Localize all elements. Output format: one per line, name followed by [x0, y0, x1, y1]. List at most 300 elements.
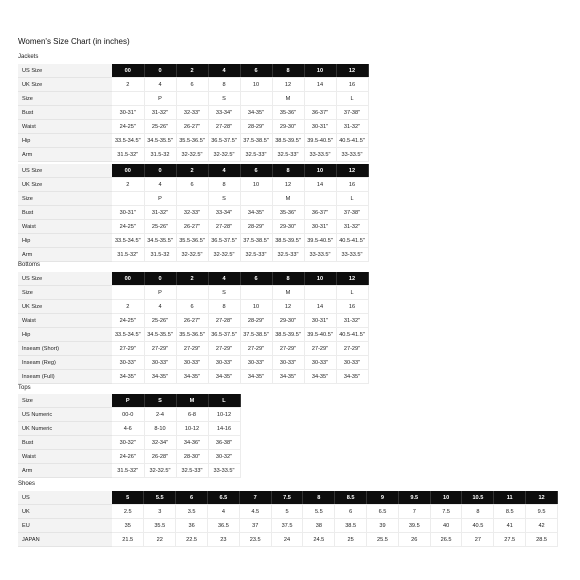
size-cell: 36.5-37.5" [208, 134, 240, 148]
table-header-row [18, 394, 240, 408]
size-cell [112, 192, 144, 206]
size-cell: 32-33" [176, 106, 208, 120]
size-header-cell: 10 [304, 272, 336, 286]
table-row [18, 206, 368, 220]
size-header-cell: 12 [336, 164, 368, 178]
table-row [18, 450, 240, 464]
table-row [18, 106, 368, 120]
row-label: UK Numeric [18, 422, 112, 436]
size-header-cell: 6.5 [207, 491, 239, 505]
table-row [18, 370, 368, 384]
size-header-cell: P [112, 394, 144, 408]
size-cell: S [208, 286, 240, 300]
size-cell: 35.5-36.5" [176, 328, 208, 342]
size-cell: 7.5 [430, 505, 462, 519]
size-cell: 4 [144, 78, 176, 92]
size-cell: 34-35" [272, 370, 304, 384]
size-cell: 10 [240, 300, 272, 314]
table-row [18, 248, 368, 262]
table-header-row [18, 164, 368, 178]
size-cell: 23 [207, 533, 239, 547]
size-header-cell: L [208, 394, 240, 408]
size-cell: P [144, 192, 176, 206]
size-cell: L [336, 286, 368, 300]
row-label: Arm [18, 148, 112, 162]
size-cell: 27-28" [208, 120, 240, 134]
size-cell: 26-27" [176, 120, 208, 134]
size-cell: 26-27" [176, 314, 208, 328]
size-cell: 30-32" [112, 436, 144, 450]
size-header-cell: 2 [176, 164, 208, 178]
jackets-size-table-1 [18, 64, 369, 162]
size-cell: 32-32.5" [208, 248, 240, 262]
size-cell: 32.5-33" [272, 248, 304, 262]
size-header-cell: 8 [272, 272, 304, 286]
size-cell: 31-32" [336, 220, 368, 234]
size-header-cell: 12 [336, 272, 368, 286]
size-cell: 12 [272, 178, 304, 192]
size-header-cell: M [176, 394, 208, 408]
size-cell: 27-29" [176, 342, 208, 356]
size-cell: L [336, 92, 368, 106]
size-cell: 2 [112, 78, 144, 92]
size-cell: 36-37" [304, 206, 336, 220]
row-label: UK Size [18, 78, 112, 92]
size-cell: 30-31" [112, 106, 144, 120]
size-cell: 21.5 [112, 533, 144, 547]
size-cell: 8 [208, 78, 240, 92]
size-cell: 25.5 [367, 533, 399, 547]
size-cell: 32.5-33" [272, 148, 304, 162]
row-label: UK [18, 505, 112, 519]
size-cell: 4-6 [112, 422, 144, 436]
table-row [18, 342, 368, 356]
size-cell: 34-35" [240, 106, 272, 120]
size-cell [112, 92, 144, 106]
table-row [18, 178, 368, 192]
size-cell: 34.5-35.5" [144, 134, 176, 148]
size-cell: 28.5 [526, 533, 558, 547]
size-cell: 27-29" [272, 342, 304, 356]
size-cell: 32-32.5" [208, 148, 240, 162]
size-cell: 8 [208, 178, 240, 192]
size-cell: 37 [239, 519, 271, 533]
size-header-cell: 8 [303, 491, 335, 505]
size-header-cell: 12 [526, 491, 558, 505]
size-cell: 35.5 [144, 519, 176, 533]
size-cell: 33.5-34.5" [112, 234, 144, 248]
size-cell: 6-8 [176, 408, 208, 422]
size-cell: 34-36" [176, 436, 208, 450]
row-label: US Size [18, 164, 112, 178]
jackets-size-table-2 [18, 164, 369, 262]
row-label: Arm [18, 464, 112, 478]
size-cell: 28-29" [240, 314, 272, 328]
size-cell: 30-31" [304, 314, 336, 328]
size-header-cell: 2 [176, 272, 208, 286]
size-cell: 30-33" [336, 356, 368, 370]
size-cell: 12 [272, 78, 304, 92]
size-cell: 26-27" [176, 220, 208, 234]
size-cell: 34-35" [304, 370, 336, 384]
size-cell: 38.5-39.5" [272, 234, 304, 248]
size-cell: 8.5 [494, 505, 526, 519]
size-header-cell: 5.5 [144, 491, 176, 505]
size-cell: 33-34" [208, 106, 240, 120]
size-cell: 30-33" [240, 356, 272, 370]
size-cell: 40.5 [462, 519, 494, 533]
size-cell: 14 [304, 178, 336, 192]
size-cell: 33-33.5" [336, 248, 368, 262]
size-header-cell: 8.5 [335, 491, 367, 505]
size-cell: 39.5-40.5" [304, 234, 336, 248]
row-label: Hip [18, 234, 112, 248]
size-cell: 34-35" [144, 370, 176, 384]
table-row [18, 120, 368, 134]
size-cell: 36.5-37.5" [208, 234, 240, 248]
size-header-cell: 8 [272, 64, 304, 78]
size-cell: 28-29" [240, 220, 272, 234]
size-cell: 35-36" [272, 206, 304, 220]
size-header-cell: 00 [112, 164, 144, 178]
table-row [18, 328, 368, 342]
size-cell: 30-31" [304, 120, 336, 134]
size-cell: 27-29" [144, 342, 176, 356]
size-cell: 25 [335, 533, 367, 547]
size-cell: 40.5-41.5" [336, 234, 368, 248]
row-label: Size [18, 192, 112, 206]
size-cell: 32-32.5" [144, 464, 176, 478]
size-cell [112, 286, 144, 300]
size-cell [176, 286, 208, 300]
row-label: Size [18, 92, 112, 106]
size-cell: 37.5-38.5" [240, 234, 272, 248]
table-row [18, 220, 368, 234]
size-cell: 38.5 [335, 519, 367, 533]
size-cell: 2-4 [144, 408, 176, 422]
size-cell: 34-35" [240, 370, 272, 384]
size-cell: 28-30" [176, 450, 208, 464]
size-header-cell: 0 [144, 64, 176, 78]
size-cell: P [144, 92, 176, 106]
size-cell: S [208, 192, 240, 206]
size-cell: 34-35" [208, 370, 240, 384]
row-label: Waist [18, 120, 112, 134]
size-cell: 27-29" [208, 342, 240, 356]
size-cell: 38.5-39.5" [272, 328, 304, 342]
size-cell: 42 [526, 519, 558, 533]
size-cell: 35.5-36.5" [176, 134, 208, 148]
size-cell: 6 [176, 300, 208, 314]
size-header-cell: 4 [208, 272, 240, 286]
size-cell: 31-32" [144, 206, 176, 220]
size-cell: 26-28" [144, 450, 176, 464]
table-row [18, 519, 558, 533]
size-cell: 29-30" [272, 314, 304, 328]
size-header-cell: 00 [112, 64, 144, 78]
table-header-row [18, 64, 368, 78]
row-label: UK Size [18, 300, 112, 314]
size-cell: 38 [303, 519, 335, 533]
size-cell: 24-25" [112, 120, 144, 134]
size-cell: 34-35" [240, 206, 272, 220]
size-cell: 8-10 [144, 422, 176, 436]
size-cell: 32.5-33" [240, 148, 272, 162]
row-label: Bust [18, 106, 112, 120]
size-cell: 12 [272, 300, 304, 314]
size-cell: 30-31" [304, 220, 336, 234]
row-label: US Numeric [18, 408, 112, 422]
row-label: Arm [18, 248, 112, 262]
row-label: Waist [18, 314, 112, 328]
size-header-cell: 5 [112, 491, 144, 505]
size-cell: 34.5-35.5" [144, 234, 176, 248]
size-header-cell: 7.5 [271, 491, 303, 505]
row-label: Bust [18, 206, 112, 220]
size-cell: 7 [398, 505, 430, 519]
size-cell: 23.5 [239, 533, 271, 547]
table-row [18, 192, 368, 206]
size-cell: 32.5-33" [176, 464, 208, 478]
row-label: US Size [18, 64, 112, 78]
size-cell: 36.5 [207, 519, 239, 533]
size-cell: 2 [112, 178, 144, 192]
size-cell: 30-33" [208, 356, 240, 370]
size-cell: 5 [271, 505, 303, 519]
size-cell: 8 [462, 505, 494, 519]
row-label: Inseam (Reg) [18, 356, 112, 370]
bottoms-size-table [18, 272, 369, 384]
size-header-cell: 12 [336, 64, 368, 78]
row-label: Size [18, 286, 112, 300]
size-cell: S [208, 92, 240, 106]
size-cell: 28-29" [240, 120, 272, 134]
size-cell: 39.5-40.5" [304, 134, 336, 148]
size-cell [304, 192, 336, 206]
size-cell: L [336, 192, 368, 206]
size-cell: 40.5-41.5" [336, 134, 368, 148]
size-cell: 4.5 [239, 505, 271, 519]
size-cell: 35-36" [272, 106, 304, 120]
size-header-cell: 0 [144, 272, 176, 286]
size-cell: 31-32" [336, 120, 368, 134]
row-label: EU [18, 519, 112, 533]
size-cell: 34-35" [336, 370, 368, 384]
size-cell: M [272, 192, 304, 206]
size-cell: 6 [176, 178, 208, 192]
size-cell: 37.5-38.5" [240, 134, 272, 148]
size-cell: 16 [336, 178, 368, 192]
size-cell: 16 [336, 300, 368, 314]
row-label: Hip [18, 328, 112, 342]
size-header-cell: 00 [112, 272, 144, 286]
size-cell: 32.5-33" [240, 248, 272, 262]
size-header-cell: 6 [240, 164, 272, 178]
size-cell: 00-0 [112, 408, 144, 422]
size-cell: 33-33.5" [208, 464, 240, 478]
table-row [18, 356, 368, 370]
size-cell [304, 286, 336, 300]
size-cell: 10 [240, 178, 272, 192]
size-cell: 25-26" [144, 120, 176, 134]
size-cell: 26.5 [430, 533, 462, 547]
size-cell: 14 [304, 78, 336, 92]
section-heading-shoes: Shoes [18, 481, 36, 487]
size-cell: 3.5 [176, 505, 208, 519]
size-cell: 27-29" [336, 342, 368, 356]
row-label: Inseam (Short) [18, 342, 112, 356]
size-cell: 37-38" [336, 206, 368, 220]
size-cell: 37.5-38.5" [240, 328, 272, 342]
size-cell: 32-32.5" [176, 148, 208, 162]
row-label: Size [18, 394, 112, 408]
size-cell: 10-12 [208, 408, 240, 422]
size-cell: 31.5-32 [144, 148, 176, 162]
size-cell: 30-33" [112, 356, 144, 370]
size-cell: 6.5 [367, 505, 399, 519]
size-cell: 10-12 [176, 422, 208, 436]
size-cell: 38.5-39.5" [272, 134, 304, 148]
size-cell: 34-35" [176, 370, 208, 384]
size-cell: 37.5 [271, 519, 303, 533]
size-cell: M [272, 286, 304, 300]
size-cell: 36-38" [208, 436, 240, 450]
size-header-cell: S [144, 394, 176, 408]
size-cell: 33.5-34.5" [112, 134, 144, 148]
size-cell: 9.5 [526, 505, 558, 519]
row-label: Bust [18, 436, 112, 450]
size-cell [240, 92, 272, 106]
size-cell: 6 [335, 505, 367, 519]
table-row [18, 92, 368, 106]
size-cell: 35.5-36.5" [176, 234, 208, 248]
table-row [18, 78, 368, 92]
size-cell: 33-33.5" [304, 248, 336, 262]
size-cell: 36-37" [304, 106, 336, 120]
table-row [18, 408, 240, 422]
size-cell: 25-26" [144, 314, 176, 328]
size-cell: 27 [462, 533, 494, 547]
size-cell [240, 286, 272, 300]
table-row [18, 148, 368, 162]
size-cell: 40 [430, 519, 462, 533]
size-header-cell: 7 [239, 491, 271, 505]
size-cell: 30-33" [176, 356, 208, 370]
size-header-cell: 4 [208, 64, 240, 78]
size-cell: 41 [494, 519, 526, 533]
table-row [18, 533, 558, 547]
section-heading-tops: Tops [18, 385, 31, 391]
table-row [18, 436, 240, 450]
table-row [18, 505, 558, 519]
size-cell: 33-34" [208, 206, 240, 220]
size-cell: 24 [271, 533, 303, 547]
size-cell: 8 [208, 300, 240, 314]
size-cell: 31.5-32" [112, 148, 144, 162]
size-cell: 30-32" [208, 450, 240, 464]
shoes-size-table [18, 491, 558, 547]
size-cell: 2 [112, 300, 144, 314]
size-cell: 32-33" [176, 206, 208, 220]
section-heading-bottoms: Bottoms [18, 262, 41, 268]
size-cell: 37-38" [336, 106, 368, 120]
size-cell: 31.5-32" [112, 248, 144, 262]
row-label: Waist [18, 220, 112, 234]
size-cell: 24-26" [112, 450, 144, 464]
page-title: Women's Size Chart (in inches) [18, 37, 130, 46]
size-header-cell: 10 [430, 491, 462, 505]
size-header-cell: 0 [144, 164, 176, 178]
size-cell [304, 92, 336, 106]
row-label: Inseam (Full) [18, 370, 112, 384]
size-header-cell: 6 [176, 491, 208, 505]
size-cell: 29-30" [272, 120, 304, 134]
size-cell: 3 [144, 505, 176, 519]
size-header-cell: 8 [272, 164, 304, 178]
size-cell: 33-33.5" [304, 148, 336, 162]
size-cell: 30-33" [272, 356, 304, 370]
size-cell: 32-32.5" [176, 248, 208, 262]
size-cell: 31.5-32" [112, 464, 144, 478]
size-cell: 25-26" [144, 220, 176, 234]
size-header-cell: 4 [208, 164, 240, 178]
size-cell: 2.5 [112, 505, 144, 519]
table-row [18, 286, 368, 300]
size-header-cell: 11 [494, 491, 526, 505]
size-cell: 24.5 [303, 533, 335, 547]
size-cell: 4 [207, 505, 239, 519]
table-row [18, 464, 240, 478]
size-cell: 26 [398, 533, 430, 547]
size-cell: 39 [367, 519, 399, 533]
size-cell [240, 192, 272, 206]
size-cell: 30-31" [112, 206, 144, 220]
size-header-cell: 10.5 [462, 491, 494, 505]
row-label: JAPAN [18, 533, 112, 547]
row-label: UK Size [18, 178, 112, 192]
table-header-row [18, 272, 368, 286]
size-header-cell: 2 [176, 64, 208, 78]
size-cell: 30-33" [304, 356, 336, 370]
size-header-cell: 6 [240, 64, 272, 78]
size-cell: 32-34" [144, 436, 176, 450]
size-cell: 34-35" [112, 370, 144, 384]
size-cell: 24-25" [112, 220, 144, 234]
size-cell [176, 92, 208, 106]
size-cell: 39.5-40.5" [304, 328, 336, 342]
row-label: Hip [18, 134, 112, 148]
size-cell: 6 [176, 78, 208, 92]
size-header-cell: 10 [304, 164, 336, 178]
section-heading-jackets: Jackets [18, 54, 39, 60]
size-cell: 31-32" [336, 314, 368, 328]
size-header-cell: 10 [304, 64, 336, 78]
size-cell: 16 [336, 78, 368, 92]
size-header-cell: 9 [367, 491, 399, 505]
size-cell: 22 [144, 533, 176, 547]
size-cell: 27-28" [208, 220, 240, 234]
size-cell: 33-33.5" [336, 148, 368, 162]
size-cell: P [144, 286, 176, 300]
size-cell: 14 [304, 300, 336, 314]
row-label: US [18, 491, 112, 505]
size-cell: 33.5-34.5" [112, 328, 144, 342]
table-row [18, 134, 368, 148]
table-row [18, 300, 368, 314]
size-cell: 4 [144, 178, 176, 192]
size-cell: 27-29" [304, 342, 336, 356]
size-cell: 31.5-32 [144, 248, 176, 262]
